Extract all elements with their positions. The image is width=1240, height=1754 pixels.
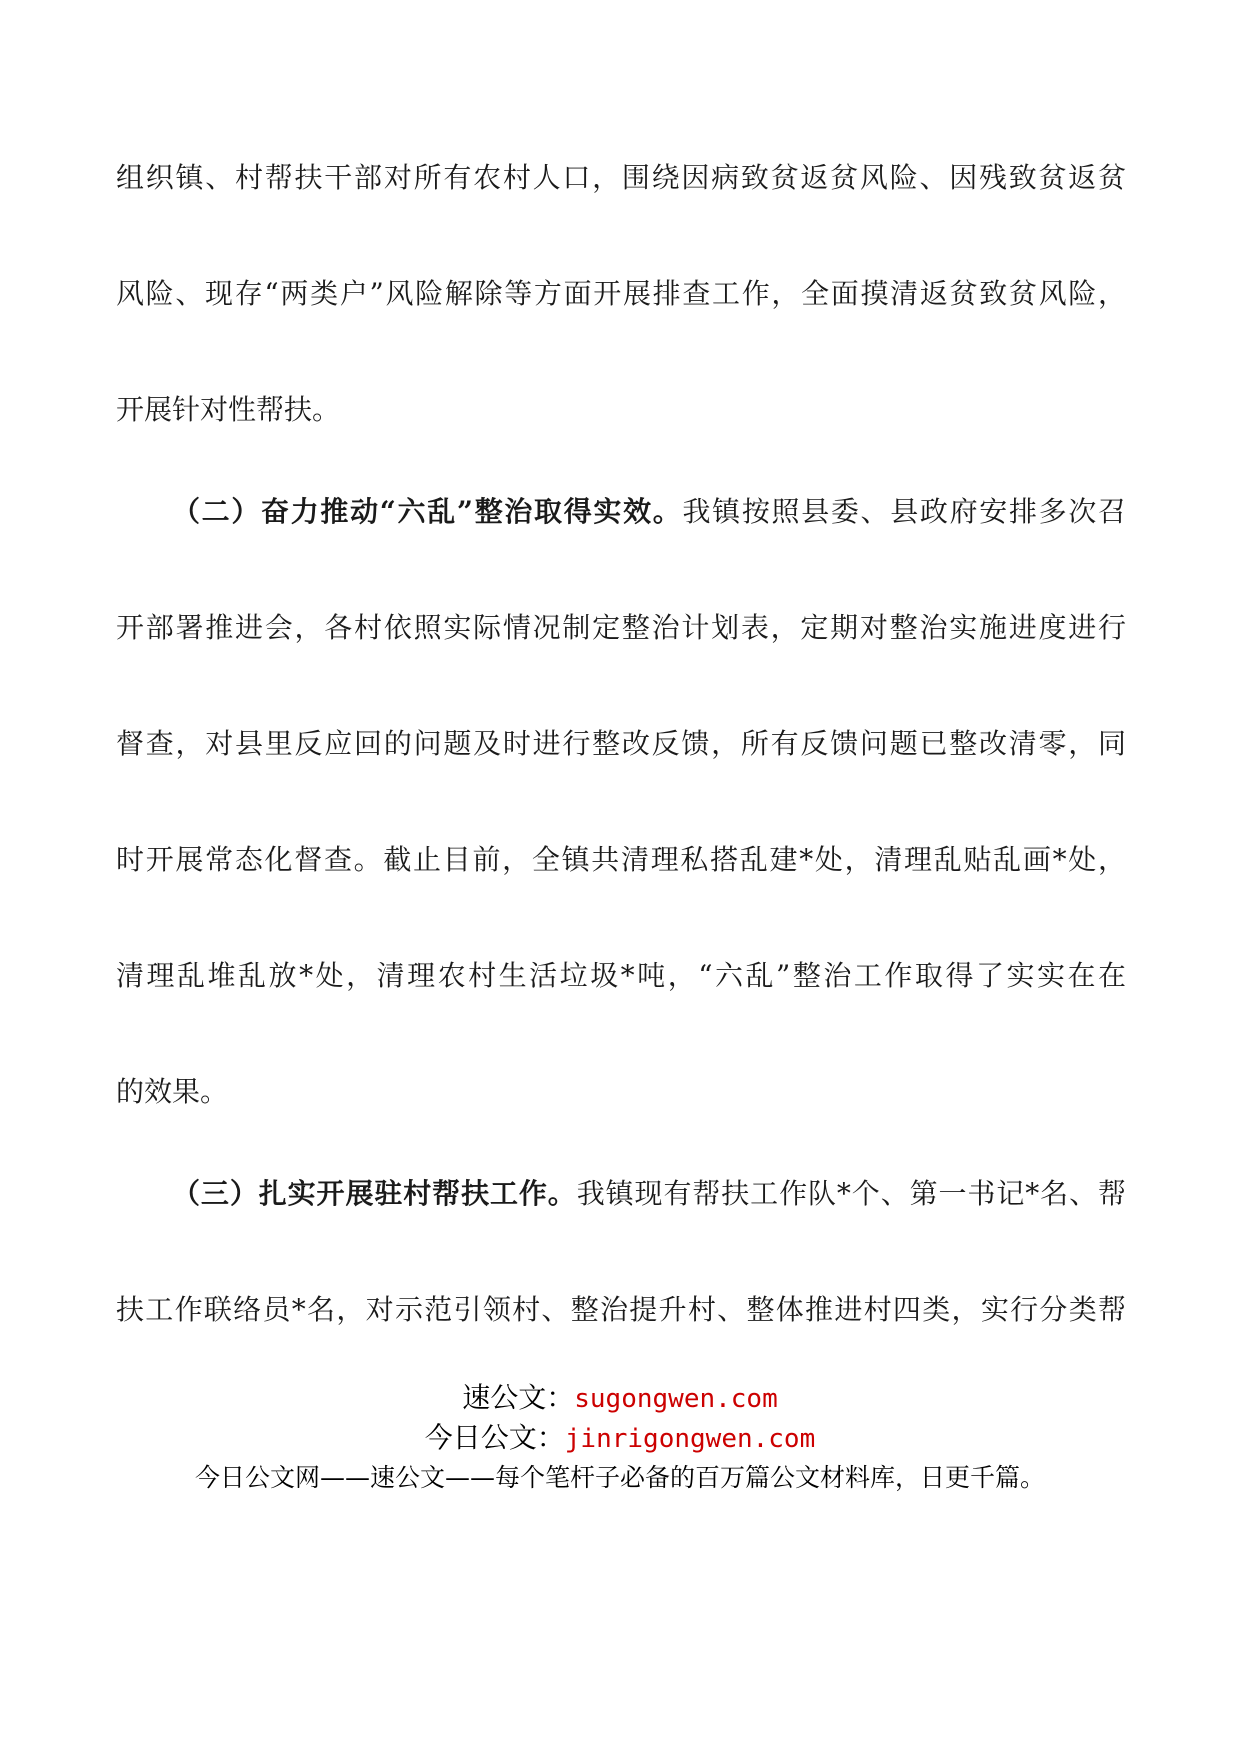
body-line-7: 时开展常态化督查。截止目前，全镇共清理私搭乱建*处，清理乱贴乱画*处，: [116, 843, 1126, 876]
footer-line-jinrigongwen: [0, 1416, 1240, 1456]
footer-line-sugongwen: [0, 1376, 1240, 1416]
section-paragraph-2-first-line: [172, 492, 1126, 532]
footer-tagline: 今日公文网——速公文——每个笔杆子必备的百万篇公文材料库，日更千篇。: [194, 1463, 1045, 1492]
footer-link-jinrigongwen[interactable]: jinrigongwen.com: [564, 1424, 816, 1454]
body-line-6: 督查，对县里反应回的问题及时进行整改反馈，所有反馈问题已整改清零，同: [116, 727, 1126, 760]
body-line-3: 开展针对性帮扶。: [116, 393, 341, 426]
section-heading-2: （二）奋力推动“六乱”整治取得实效。: [172, 495, 683, 528]
footer-label-sugongwen: 速公文：: [462, 1381, 575, 1414]
body-line-2: 风险、现存“两类户”风险解除等方面开展排查工作，全面摸清返贫致贫风险，: [116, 277, 1126, 310]
body-line-11: 扶工作联络员*名，对示范引领村、整治提升村、整体推进村四类，实行分类帮: [116, 1293, 1126, 1326]
footer-link-sugongwen[interactable]: sugongwen.com: [574, 1384, 778, 1414]
footer-label-jinrigongwen: 今日公文：: [424, 1421, 565, 1454]
body-line-8: 清理乱堆乱放*处，清理农村生活垃圾*吨，“六乱”整治工作取得了实实在在: [116, 959, 1126, 992]
body-line-4: 我镇按照县委、县政府安排多次召: [682, 495, 1126, 528]
body-line-9: 的效果。: [116, 1075, 229, 1108]
section-paragraph-3-first-line: [172, 1174, 1126, 1214]
section-heading-3: （三）扎实开展驻村帮扶工作。: [172, 1177, 577, 1210]
body-line-5: 开部署推进会，各村依照实际情况制定整治计划表，定期对整治实施进度进行: [116, 611, 1126, 644]
body-line-1: 组织镇、村帮扶干部对所有农村人口，围绕因病致贫返贫风险、因残致贫返贫: [116, 161, 1126, 194]
body-line-10: 我镇现有帮扶工作队*个、第一书记*名、帮: [576, 1177, 1126, 1210]
